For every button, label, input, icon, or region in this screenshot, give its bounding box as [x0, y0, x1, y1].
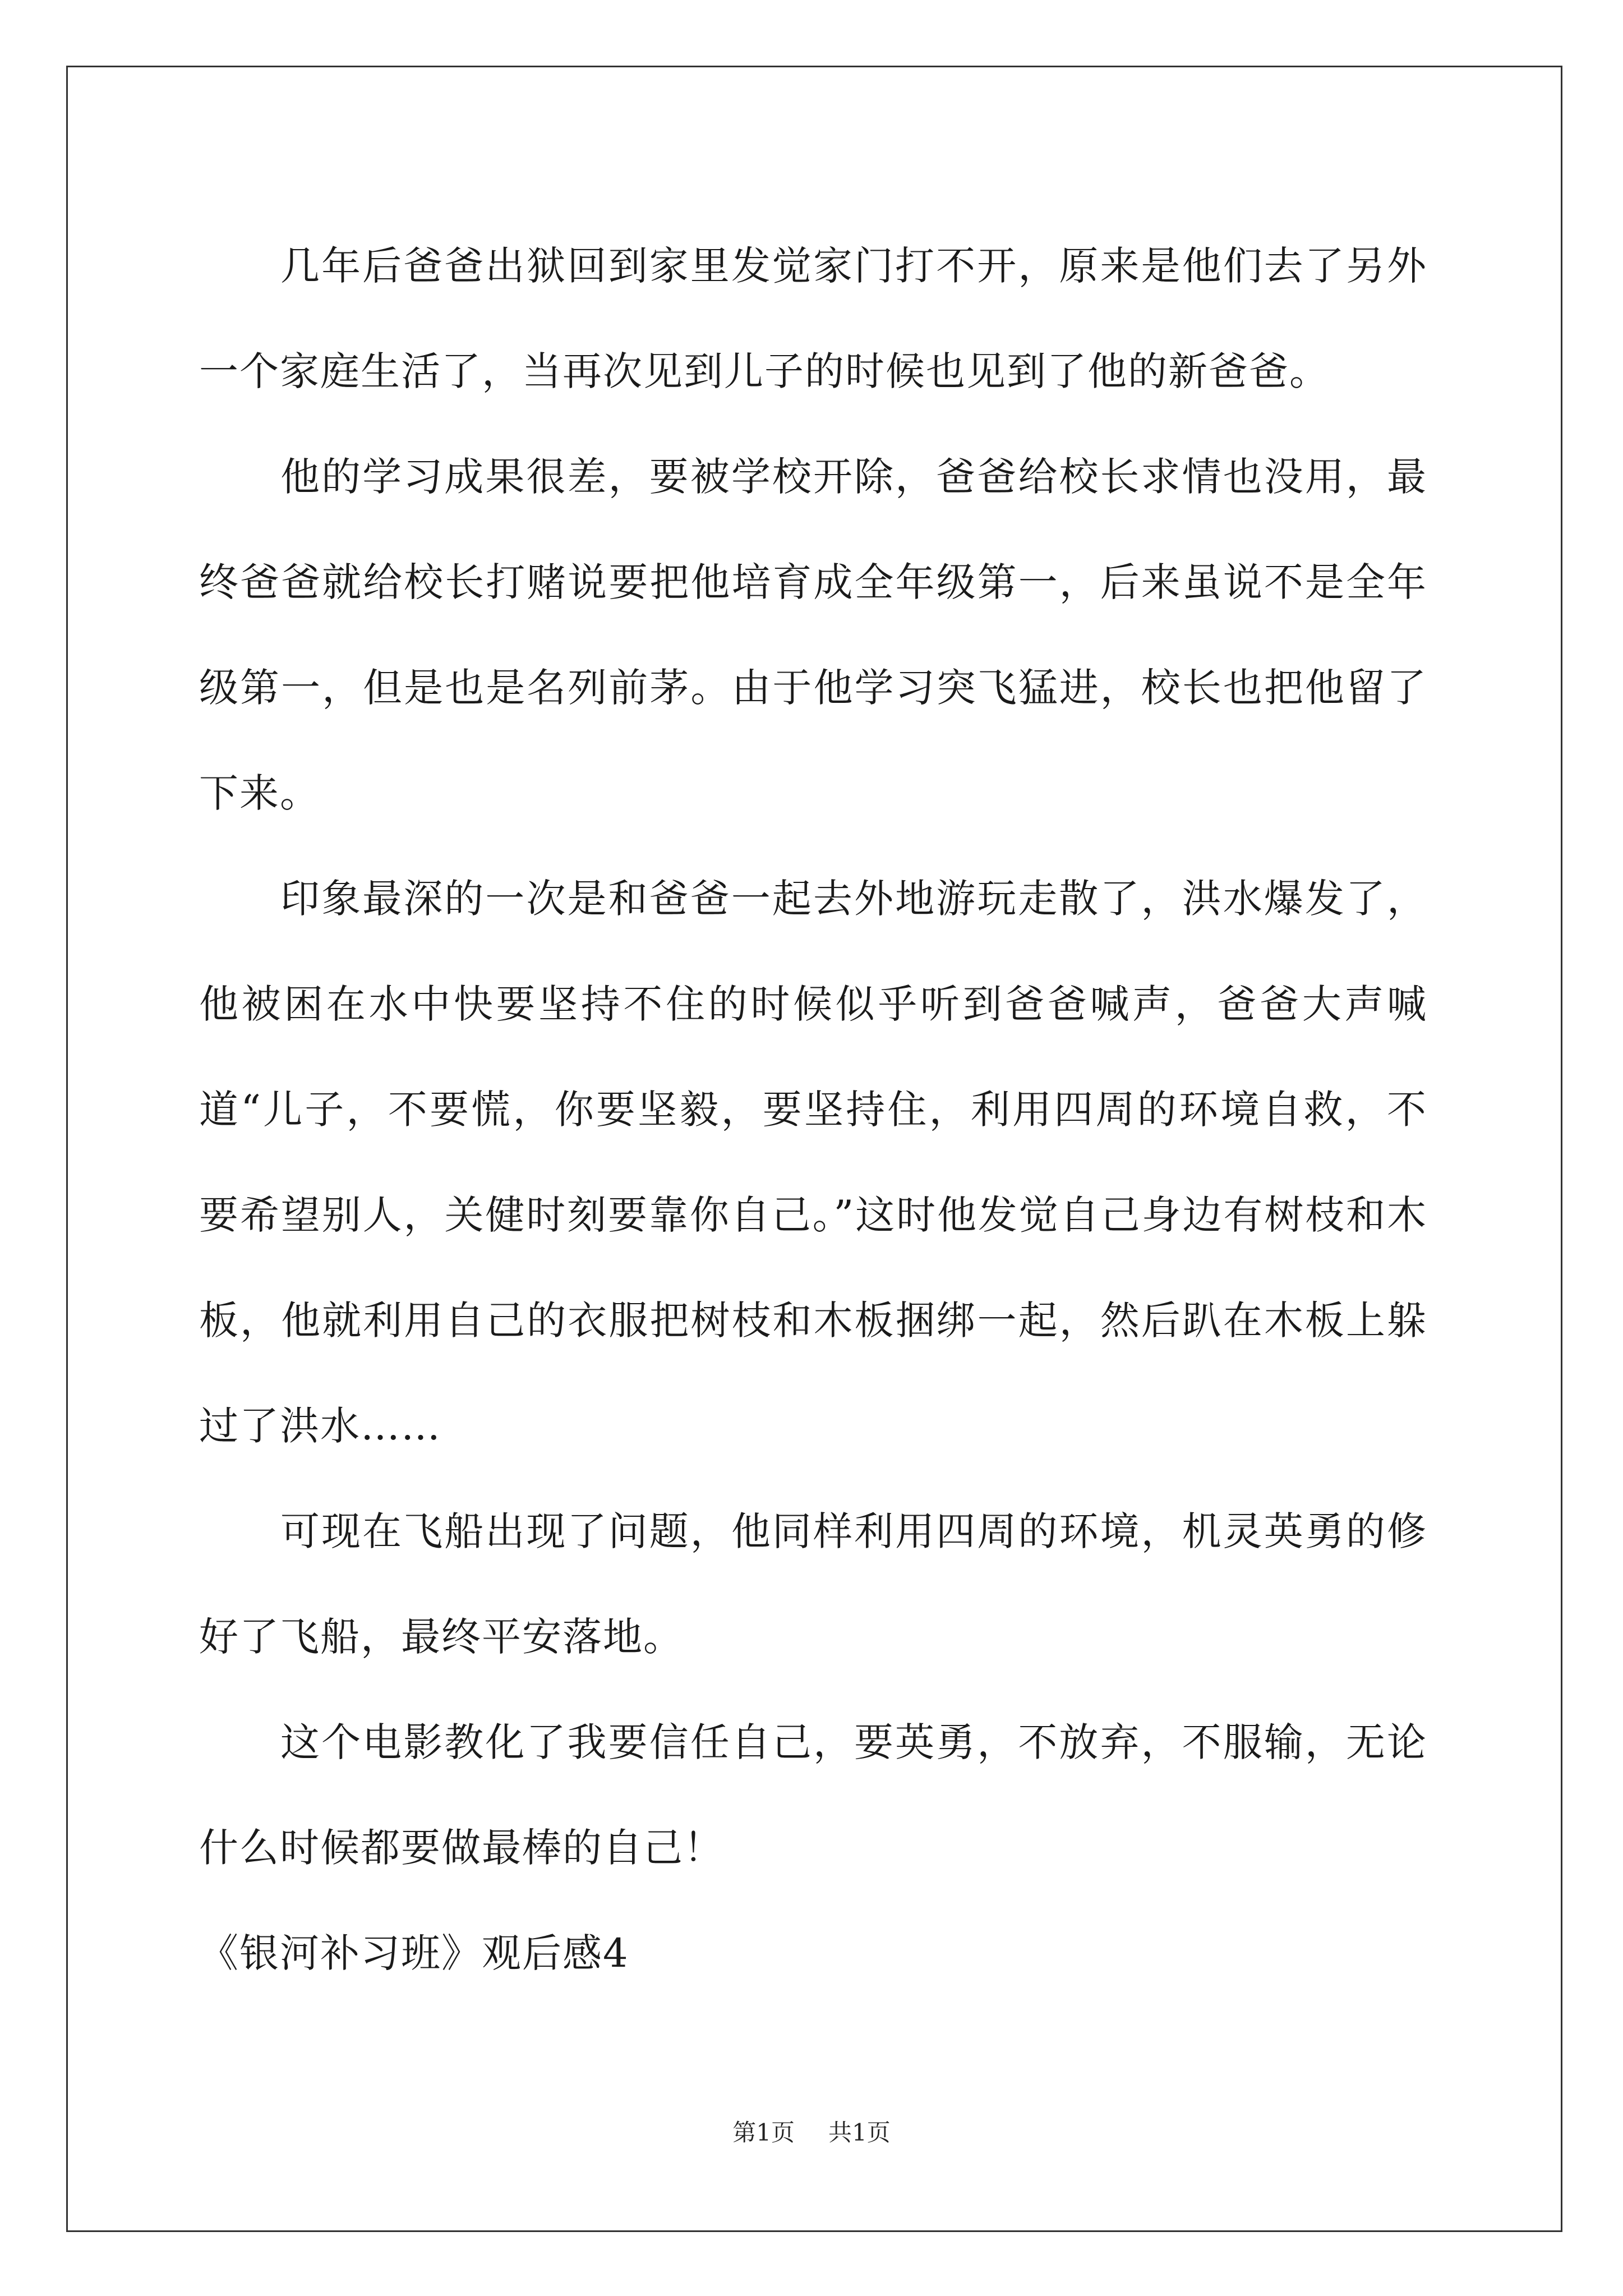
paragraph-2: 他的学习成果很差，要被学校开除，爸爸给校长求情也没用，最终爸爸就给校长打赌说要把他培育成全年级第一，后来虽说不是全年级第一，但是也是名列前茅。由于他学习突飞猛进，校长也把他留了下来。 [199, 454, 1427, 816]
page-footer [0, 2116, 1623, 2150]
paragraph-1: 几年后爸爸出狱回到家里发觉家门打不开，原来是他们去了另外一个家庭生活了，当再次见到儿子的时候也见到了他的新爸爸。 [199, 243, 1427, 394]
paragraph-4: 可现在飞船出现了问题，他同样利用四周的环境，机灵英勇的修好了飞船，最终平安落地。 [199, 1508, 1427, 1660]
page-number: 第1页 [732, 2119, 795, 2146]
next-article-title: 《银河补习班》观后感4 [199, 1930, 629, 1976]
paragraph-5: 这个电影教化了我要信任自己，要英勇，不放弃，不服输，无论什么时候都要做最棒的自己！ [199, 1719, 1427, 1871]
page-total: 共1页 [828, 2119, 891, 2146]
document-body [199, 213, 1427, 2006]
paragraph-3: 印象最深的一次是和爸爸一起去外地游玩走散了，洪水爆发了，他被困在水中快要坚持不住的时候似乎听到爸爸喊声，爸爸大声喊道“儿子，不要慌，你要坚毅，要坚持住，利用四周的环境自救，不要希望别人，关健时刻要靠你自己。”这时他发觉自己身边有树枝和木板，他就利用自己的衣服把树枝和木板捆绑一起，然后趴在木板上躲过了洪水…… [199, 876, 1427, 1449]
